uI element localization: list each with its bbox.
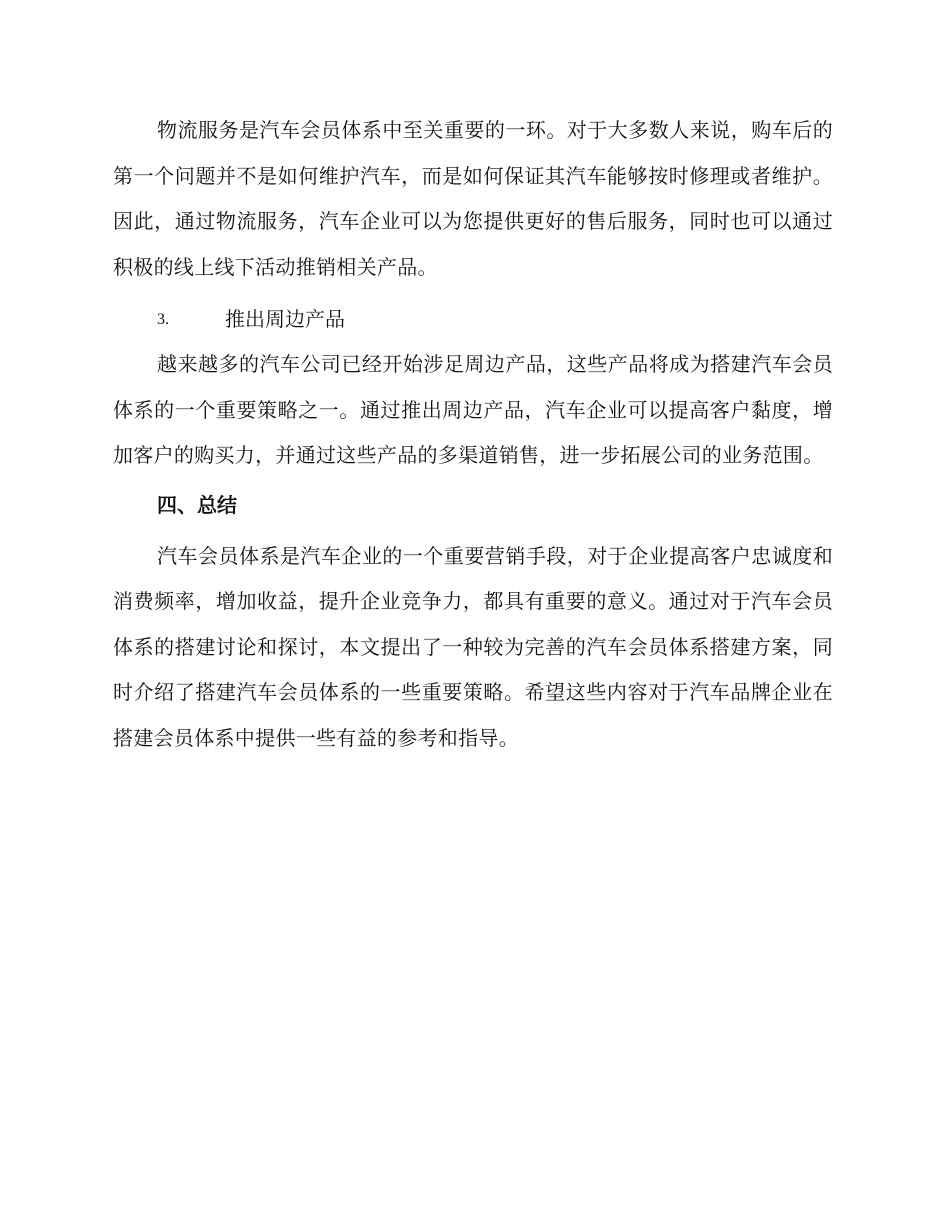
list-item-3 [113,297,833,342]
list-item-text: 推出周边产品 [225,307,345,331]
document-body [113,108,833,761]
paragraph-logistics: 物流服务是汽车会员体系中至关重要的一环。对于大多数人来说，购车后的第一个问题并不是如何维护汽车，而是如何保证其汽车能够按时修理或者维护。因此，通过物流服务，汽车企业可以为您提供更好的售后服务，同时也可以通过积极的线上线下活动推销相关产品。 [113,118,833,279]
section-heading-summary: 四、总结 [157,492,237,517]
paragraph-peripheral: 越来越多的汽车公司已经开始涉足周边产品，这些产品将成为搭建汽车会员体系的一个重要策略之一。通过推出周边产品，汽车企业可以提高客户黏度，增加客户的购买力，并通过这些产品的多渠道销售，进一步拓展公司的业务范围。 [113,352,833,467]
paragraph-summary: 汽车会员体系是汽车企业的一个重要营销手段，对于企业提高客户忠诚度和消费频率，增加收益，提升企业竞争力，都具有重要的意义。通过对于汽车会员体系的搭建讨论和探讨，本文提出了一种较为完善的汽车会员体系搭建方案，同时介绍了搭建汽车会员体系的一些重要策略。希望这些内容对于汽车品牌企业在搭建会员体系中提供一些有益的参考和指导。 [113,543,833,750]
list-item-number: 3. [157,311,169,328]
